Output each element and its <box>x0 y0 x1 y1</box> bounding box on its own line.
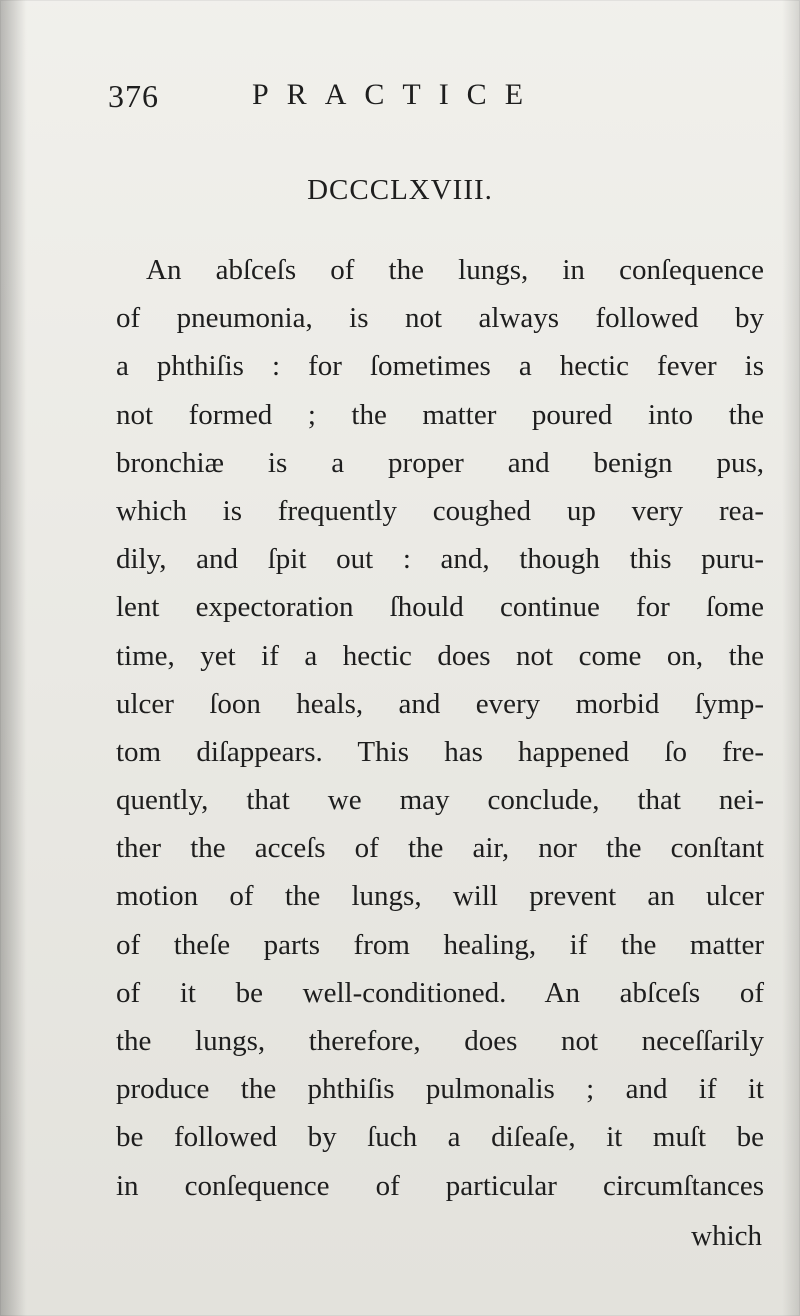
text-line: produce the phthiſis pulmonalis ; and if it <box>116 1073 764 1106</box>
text-line: a phthiſis : for ſometimes a hectic fever is <box>116 350 764 383</box>
text-line: which is frequently coughed up very rea- <box>116 494 764 527</box>
text-line: tom diſappears. This has happened ſo fre- <box>116 735 764 768</box>
running-title: PRACTICE <box>252 78 542 111</box>
text-line: ther the acceſs of the air, nor the conſtant <box>116 832 764 865</box>
body-text <box>116 246 764 1210</box>
text-line: quently, that we may conclude, that nei- <box>116 784 764 817</box>
text-line: ulcer ſoon heals, and every morbid ſymp- <box>116 687 764 720</box>
text-line: An abſceſs of the lungs, in conſequence <box>146 254 764 286</box>
catchword: which <box>691 1220 762 1252</box>
text-line: in conſequence of particular circumſtances <box>116 1169 764 1202</box>
text-line: lent expectoration ſhould continue for ſome <box>116 591 764 624</box>
text-line: of theſe parts from healing, if the matter <box>116 928 764 961</box>
text-line: the lungs, therefore, does not neceſſarily <box>116 1025 764 1057</box>
page-number: 376 <box>108 78 159 114</box>
text-line: motion of the lungs, will prevent an ulcer <box>116 880 764 913</box>
text-line: be followed by ſuch a diſeaſe, it muſt be <box>116 1121 764 1154</box>
text-line: not formed ; the matter poured into the <box>116 398 764 431</box>
text-line: of pneumonia, is not always followed by <box>116 302 764 335</box>
text-line: bronchiæ is a proper and benign pus, <box>116 446 764 479</box>
running-head <box>108 78 760 118</box>
section-number: DCCCLXVIII. <box>307 174 493 206</box>
text-line: of it be well-conditioned. An abſceſs of <box>116 976 764 1009</box>
text-line: dily, and ſpit out : and, though this puru- <box>116 543 764 576</box>
text-line: time, yet if a hectic does not come on, the <box>116 639 764 672</box>
